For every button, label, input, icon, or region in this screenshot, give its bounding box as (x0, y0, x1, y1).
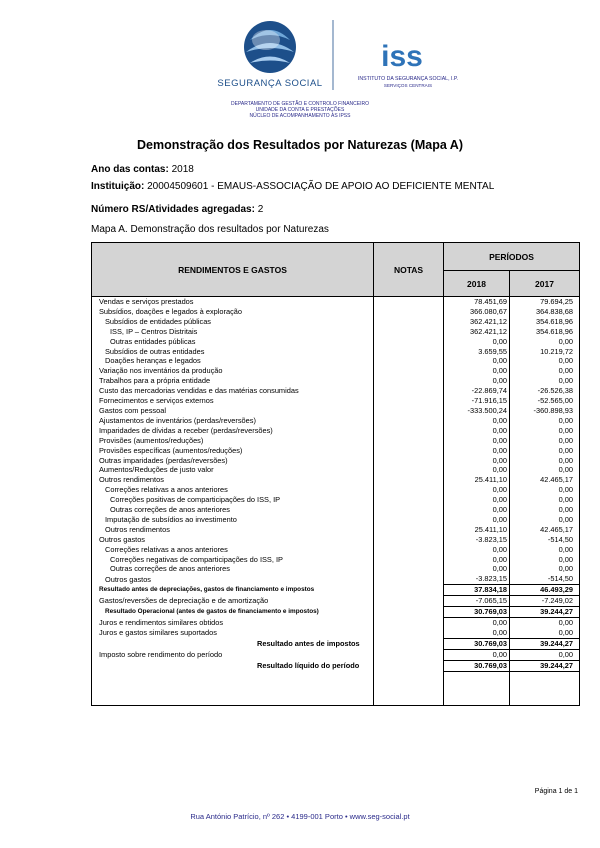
table-row (92, 465, 580, 475)
row-value-2018: 0,00 (444, 465, 510, 475)
row-value-2018: 0,00 (444, 649, 510, 660)
row-value-2017: 42.465,17 (510, 475, 580, 485)
row-label: Custo das mercadorias vendidas e das matérias consumidas (92, 386, 374, 396)
table-row (92, 297, 580, 307)
row-label: Resultado antes de impostos (92, 638, 374, 649)
row-value-2018: 30.769,03 (444, 607, 510, 618)
table-row (92, 317, 580, 327)
filler-cell (510, 671, 580, 705)
table-row (92, 337, 580, 347)
row-notes (374, 337, 444, 347)
row-value-2018: -71.916,15 (444, 396, 510, 406)
row-label: Gastos/reversões de depreciação e de amortização (92, 596, 374, 607)
table-row (92, 406, 580, 416)
row-label: Juros e rendimentos similares obtidos (92, 618, 374, 628)
row-label: Outras entidades públicas (92, 337, 374, 347)
row-notes (374, 638, 444, 649)
table-row (92, 535, 580, 545)
institution-value: 20004509601 - EMAUS-ASSOCIAÇÃO DE APOIO AO DEFICIENTE MENTAL (147, 181, 495, 192)
table-row (92, 585, 580, 596)
row-value-2018: 0,00 (444, 337, 510, 347)
row-value-2017: -514,50 (510, 535, 580, 545)
table-row (92, 607, 580, 618)
table-row (92, 356, 580, 366)
row-label: Ajustamentos de inventários (perdas/reversões) (92, 416, 374, 426)
department-block (0, 101, 600, 120)
row-value-2018: 0,00 (444, 446, 510, 456)
header-periodos: PERÍODOS (444, 243, 580, 271)
row-label: Gastos com pessoal (92, 406, 374, 416)
table-row (92, 327, 580, 337)
row-value-2018: 362.421,12 (444, 327, 510, 337)
row-label: Resultado Operacional (antes de gastos de financiamento e impostos) (92, 607, 374, 618)
row-label: Subsídios de entidades públicas (92, 317, 374, 327)
dept-line: UNIDADE DA CONTA E PRESTAÇÕES (255, 107, 345, 114)
table-row (92, 366, 580, 376)
row-label: Correções positivas de comparticipações do ISS, IP (92, 495, 374, 505)
filler-cell (444, 671, 510, 705)
header-notas: NOTAS (374, 243, 444, 297)
row-notes (374, 618, 444, 628)
row-value-2017: 0,00 (510, 555, 580, 565)
iss-logo (358, 40, 458, 88)
row-value-2018: -22.869,74 (444, 386, 510, 396)
table-row (92, 638, 580, 649)
table-row (92, 505, 580, 515)
dept-line: NÚCLEO DE ACOMPANHAMENTO ÀS IPSS (249, 113, 351, 120)
row-notes (374, 465, 444, 475)
row-value-2017: 0,00 (510, 446, 580, 456)
row-value-2018: 37.834,18 (444, 585, 510, 596)
table-row (92, 564, 580, 574)
row-label: Outros gastos (92, 574, 374, 584)
row-value-2018: 30.769,03 (444, 660, 510, 671)
table-body (92, 297, 580, 706)
row-value-2018: -3.823,15 (444, 535, 510, 545)
row-notes (374, 596, 444, 607)
row-label: Subsídios, doações e legados à exploração (92, 307, 374, 317)
row-notes (374, 495, 444, 505)
table-row (92, 386, 580, 396)
row-value-2018: -3.823,15 (444, 574, 510, 584)
row-value-2018: 366.080,67 (444, 307, 510, 317)
row-notes (374, 628, 444, 638)
row-value-2017: 46.493,29 (510, 585, 580, 596)
row-value-2017: 364.838,68 (510, 307, 580, 317)
row-value-2017: 0,00 (510, 505, 580, 515)
row-value-2018: 362.421,12 (444, 317, 510, 327)
row-notes (374, 660, 444, 671)
row-label: Juros e gastos similares suportados (92, 628, 374, 638)
row-value-2017: -52.565,00 (510, 396, 580, 406)
row-value-2018: 0,00 (444, 628, 510, 638)
row-value-2018: 25.411,10 (444, 475, 510, 485)
row-value-2018: 30.769,03 (444, 638, 510, 649)
table-row (92, 545, 580, 555)
table-row (92, 596, 580, 607)
row-notes (374, 446, 444, 456)
table-row (92, 515, 580, 525)
row-value-2018: 0,00 (444, 564, 510, 574)
table-row (92, 649, 580, 660)
row-value-2017: 0,00 (510, 465, 580, 475)
row-label: Provisões específicas (aumentos/reduções) (92, 446, 374, 456)
table-row (92, 436, 580, 446)
row-notes (374, 416, 444, 426)
row-notes (374, 475, 444, 485)
row-value-2018: 78.451,69 (444, 297, 510, 307)
row-notes (374, 525, 444, 535)
row-label: Outros rendimentos (92, 525, 374, 535)
row-label: Correções relativas a anos anteriores (92, 545, 374, 555)
row-value-2018: 0,00 (444, 618, 510, 628)
row-value-2018: 25.411,10 (444, 525, 510, 535)
row-value-2018: 0,00 (444, 456, 510, 466)
row-notes (374, 317, 444, 327)
row-notes (374, 555, 444, 565)
row-notes (374, 426, 444, 436)
row-value-2018: 0,00 (444, 356, 510, 366)
row-value-2017: -7.249,02 (510, 596, 580, 607)
row-notes (374, 366, 444, 376)
table-row (92, 475, 580, 485)
table-row (92, 456, 580, 466)
row-value-2018: 0,00 (444, 426, 510, 436)
row-value-2017: 0,00 (510, 416, 580, 426)
row-value-2018: 3.659,55 (444, 347, 510, 357)
row-label: Imposto sobre rendimento do período (92, 649, 374, 660)
table-row (92, 618, 580, 628)
row-label: Trabalhos para a própria entidade (92, 376, 374, 386)
row-label: Outros rendimentos (92, 475, 374, 485)
row-value-2017: -514,50 (510, 574, 580, 584)
row-value-2017: 79.694,25 (510, 297, 580, 307)
filler-cell (92, 671, 374, 705)
row-value-2017: 0,00 (510, 356, 580, 366)
row-notes (374, 376, 444, 386)
row-notes (374, 356, 444, 366)
table-row (92, 307, 580, 317)
row-value-2017: 0,00 (510, 436, 580, 446)
row-value-2018: 0,00 (444, 376, 510, 386)
row-label: Correções relativas a anos anteriores (92, 485, 374, 495)
row-value-2018: -333.500,24 (444, 406, 510, 416)
row-value-2017: 0,00 (510, 618, 580, 628)
row-notes (374, 505, 444, 515)
row-value-2017: 0,00 (510, 337, 580, 347)
row-value-2017: 354.618,96 (510, 327, 580, 337)
row-label: Aumentos/Reduções de justo valor (92, 465, 374, 475)
row-label: Provisões (aumentos/reduções) (92, 436, 374, 446)
row-notes (374, 485, 444, 495)
row-label: Resultado antes de depreciações, gastos de financiamento e impostos (92, 585, 374, 596)
row-value-2017: 0,00 (510, 545, 580, 555)
row-value-2018: 0,00 (444, 416, 510, 426)
table-row (92, 347, 580, 357)
row-notes (374, 436, 444, 446)
table-row (92, 628, 580, 638)
row-value-2017: 39.244,27 (510, 660, 580, 671)
table-row (92, 574, 580, 584)
year-line (91, 164, 194, 175)
row-value-2018: 0,00 (444, 555, 510, 565)
row-notes (374, 347, 444, 357)
dept-line: DEPARTAMENTO DE GESTÃO E CONTROLO FINANCEIRO (231, 101, 369, 107)
institution-line (91, 181, 494, 192)
table-row (92, 446, 580, 456)
row-notes (374, 297, 444, 307)
header-year-2017: 2017 (510, 271, 580, 297)
row-value-2017: 0,00 (510, 376, 580, 386)
row-value-2017: 0,00 (510, 495, 580, 505)
row-value-2018: 0,00 (444, 515, 510, 525)
table-row (92, 485, 580, 495)
row-label: Outras correções de anos anteriores (92, 505, 374, 515)
row-value-2017: 10.219,72 (510, 347, 580, 357)
table-row (92, 525, 580, 535)
document-title: Demonstração dos Resultados por Naturezas (Mapa A) (137, 138, 463, 152)
row-label: Fornecimentos e serviços externos (92, 396, 374, 406)
row-notes (374, 456, 444, 466)
table-row (92, 426, 580, 436)
row-label: Outras imparidades (perdas/reversões) (92, 456, 374, 466)
rs-value: 2 (257, 204, 264, 215)
row-value-2017: 39.244,27 (510, 607, 580, 618)
row-value-2018: 0,00 (444, 436, 510, 446)
row-label: Imparidades de dívidas a receber (perdas/reversões) (92, 426, 374, 436)
row-notes (374, 545, 444, 555)
table-row (92, 416, 580, 426)
row-label: Variação nos inventários da produção (92, 366, 374, 376)
row-value-2017: 354.618,96 (510, 317, 580, 327)
row-value-2018: 0,00 (444, 485, 510, 495)
row-value-2018: 0,00 (444, 505, 510, 515)
row-notes (374, 649, 444, 660)
row-label: ISS, IP – Centros Distritais (92, 327, 374, 337)
map-caption: Mapa A. Demonstração dos resultados por Naturezas (91, 224, 329, 235)
row-label: Resultado líquido do período (92, 660, 374, 671)
row-label: Correções negativas de comparticipações do ISS, IP (92, 555, 374, 565)
page-number: Página 1 de 1 (534, 788, 578, 795)
row-value-2017: 0,00 (510, 628, 580, 638)
year-label: Ano das contas: (91, 164, 169, 175)
header-rendimentos-gastos: RENDIMENTOS E GASTOS (92, 243, 374, 297)
row-label: Subsídios de outras entidades (92, 347, 374, 357)
income-statement-table (91, 242, 580, 706)
row-label: Outros gastos (92, 535, 374, 545)
table-row (92, 660, 580, 671)
row-value-2018: 0,00 (444, 366, 510, 376)
row-notes (374, 564, 444, 574)
row-value-2017: 0,00 (510, 564, 580, 574)
rs-label: Número RS/Atividades agregadas: (91, 204, 255, 215)
table-row (92, 495, 580, 505)
row-value-2017: -360.898,93 (510, 406, 580, 416)
row-value-2018: 0,00 (444, 495, 510, 505)
row-value-2017: 39.244,27 (510, 638, 580, 649)
row-notes (374, 607, 444, 618)
header-year-2018: 2018 (444, 271, 510, 297)
row-value-2017: 0,00 (510, 456, 580, 466)
seguranca-social-logo (217, 21, 322, 89)
row-value-2018: 0,00 (444, 545, 510, 555)
row-notes (374, 574, 444, 584)
row-notes (374, 535, 444, 545)
iss-line1: INSTITUTO DA SEGURANÇA SOCIAL, I.P. (357, 76, 459, 82)
iss-line2: SERVIÇOS CENTRAIS (383, 83, 433, 88)
table-row (92, 555, 580, 565)
row-value-2017: 0,00 (510, 649, 580, 660)
table-row (92, 376, 580, 386)
seguranca-social-text: SEGURANÇA SOCIAL (217, 78, 323, 89)
rs-line (91, 204, 263, 215)
row-label: Vendas e serviços prestados (92, 297, 374, 307)
row-label: Doações heranças e legados (92, 356, 374, 366)
row-value-2017: 0,00 (510, 515, 580, 525)
row-label: Imputação de subsídios ao investimento (92, 515, 374, 525)
footer-address: Rua António Patrício, nº 262 • 4199-001 Porto • www.seg-social.pt (190, 812, 410, 821)
row-value-2017: 0,00 (510, 426, 580, 436)
iss-mark: iss (381, 40, 423, 73)
row-notes (374, 515, 444, 525)
year-value: 2018 (171, 164, 194, 175)
filler-cell (374, 671, 444, 705)
row-value-2017: 42.465,17 (510, 525, 580, 535)
table-filler-row (92, 671, 580, 705)
row-notes (374, 386, 444, 396)
row-value-2018: -7.065,15 (444, 596, 510, 607)
row-value-2017: 0,00 (510, 485, 580, 495)
row-value-2017: 0,00 (510, 366, 580, 376)
row-notes (374, 585, 444, 596)
row-notes (374, 327, 444, 337)
row-notes (374, 406, 444, 416)
institution-label: Instituição: (91, 181, 145, 192)
table-row (92, 396, 580, 406)
row-value-2017: -26.526,38 (510, 386, 580, 396)
row-notes (374, 307, 444, 317)
row-notes (374, 396, 444, 406)
row-label: Outras correções de anos anteriores (92, 564, 374, 574)
